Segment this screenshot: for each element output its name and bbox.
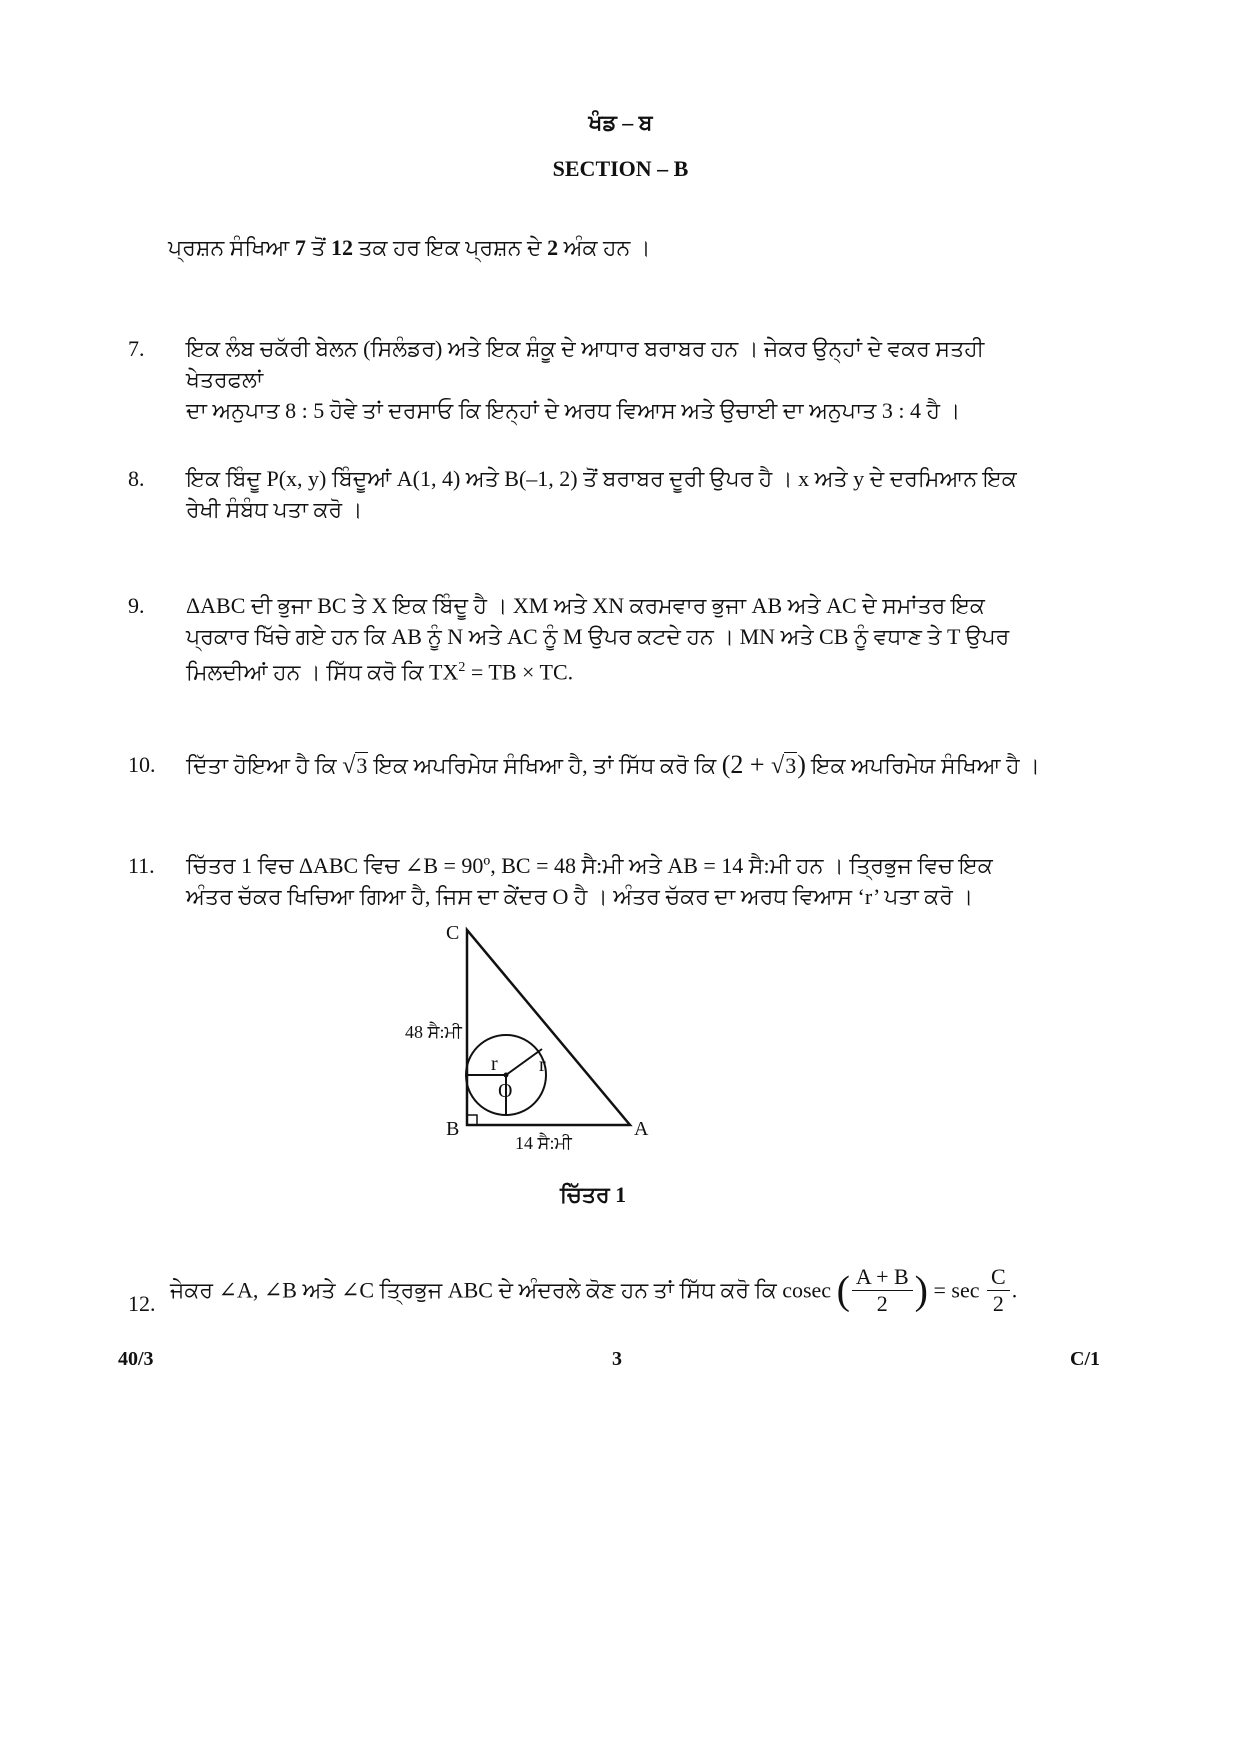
radius-label: r: [491, 1053, 498, 1075]
triangle-abc: [467, 930, 630, 1125]
center-label-o: O: [498, 1080, 513, 1102]
radius-to-ac: [506, 1049, 542, 1075]
figure-incircle-triangle: [405, 915, 700, 1165]
question-text: ਇਕ ਲੰਬ ਚਕੱਰੀ ਬੇਲਨ (ਸਿਲੰਡਰ) ਅਤੇ ਇਕ ਸ਼ੰਕੂ ਦੇ ਆਧਾਰ ਬਰਾਬਰ ਹਨ । ਜੇਕਰ ਉਨ੍ਹਾਂ ਦੇ ਵਕਰ ਸਤਹੀ ਖੇਤਰਫਲਾਂ ਦਾ ਅਨੁਪਾਤ 8 : 5 ਹੋਵੇ ਤਾਂ ਦਰਸਾਓ ਕਿ ਇਨ੍ਹਾਂ ਦੇ ਅਰਧ ਵਿਆਸ ਅਤੇ ਉਚਾਈ ਦਾ ਅਨੁਪਾਤ 3 : 4 ਹੈ ।: [186, 336, 985, 423]
center-point: [504, 1073, 509, 1078]
section-heading-english: SECTION – B: [552, 156, 689, 181]
fraction: $\frac{C}{2}$: [987, 1264, 1010, 1317]
radius-label: r: [539, 1054, 546, 1076]
question-text: ΔABC ਦੀ ਭੁਜਾ BC ਤੇ X ਇਕ ਬਿੰਦੂ ਹੈ । XM ਅਤੇ XN ਕਰਮਵਾਰ ਭੁਜਾ AB ਅਤੇ AC ਦੇ ਸਮਾਂਤਰ ਇਕ ਪ੍ਰਕਾਰ ਖਿੱਚੇ ਗਏ ਹਨ ਕਿ AB ਨੂੰ N ਅਤੇ AC ਨੂੰ M ਉਪਰ ਕਟਦੇ ਹਨ । MN ਅਤੇ CB ਨੂੰ ਵਧਾਣ ਤੇ T ਉਪਰ ਮਿਲਦੀਆਂ ਹਨ । ਸਿੱਧ ਕਰੋ ਕਿ $TX^2$ = TB × TC.: [186, 593, 1010, 685]
side-label-ab: 14 ਸੈ:ਮੀ: [515, 1133, 572, 1153]
right-angle-mark: [467, 1115, 477, 1125]
vertex-label-b: B: [446, 1118, 460, 1140]
question-number: 8.: [128, 466, 145, 491]
question-number: 7.: [128, 336, 145, 361]
vertex-label-c: C: [446, 922, 460, 944]
question-text: ਇਕ ਬਿੰਦੂ P(x, y) ਬਿੰਦੂਆਂ A(1, 4) ਅਤੇ B(–1, 2) ਤੋਂ ਬਰਾਬਰ ਦੂਰੀ ਉਪਰ ਹੈ । x ਅਤੇ y ਦੇ ਦਰਮਿਆਨ ਇਕ ਰੇਖੀ ਸੰਬੰਧ ਪਤਾ ਕਰੋ ।: [186, 466, 1017, 522]
footer-code: 40/3: [118, 1348, 154, 1370]
vertex-label-a: A: [634, 1118, 649, 1140]
figure-caption: ਚਿੱਤਰ 1: [560, 1182, 627, 1207]
sqrt-symbol: √: [342, 753, 356, 779]
question-number: 9.: [128, 593, 145, 618]
instruction-line: ਪ੍ਰਸ਼ਨ ਸੰਖਿਆ 7 ਤੋਂ 12 ਤਕ ਹਰ ਇਕ ਪ੍ਰਸ਼ਨ ਦੇ 2 ਅੰਕ ਹਨ ।: [168, 235, 651, 260]
question-number: 12.: [128, 1291, 156, 1316]
question-text: ਚਿੱਤਰ 1 ਵਿਚ ΔABC ਵਿਚ ∠B = 90º, BC = 48 ਸੈ:ਮੀ ਅਤੇ AB = 14 ਸੈ:ਮੀ ਹਨ । ਤ੍ਰਿਭੁਜ ਵਿਚ ਇਕ ਅੰਤਰ ਚੱਕਰ ਖਿਚਿਆ ਗਿਆ ਹੈ, ਜਿਸ ਦਾ ਕੇਂਦਰ O ਹੈ । ਅੰਤਰ ਚੱਕਰ ਦਾ ਅਰਧ ਵਿਆਸ ‘r’ ਪਤਾ ਕਰੋ ।: [186, 853, 993, 909]
side-label-bc: 48 ਸੈ:ਮੀ: [405, 1022, 462, 1042]
question-number: 11.: [128, 853, 155, 878]
question-text: ਦਿੱਤਾ ਹੋਇਆ ਹੈ ਕਿ √3 ਇਕ ਅਪਰਿਮੇਯ ਸੰਖਿਆ ਹੈ, ਤਾਂ ਸਿੱਧ ਕਰੋ ਕਿ (2 + √3) ਇਕ ਅਪਰਿਮੇਯ ਸੰਖਿਆ ਹੈ ।: [186, 750, 1040, 779]
question-number: 10.: [128, 752, 156, 777]
section-heading-punjabi: ਖੰਡ – ਬ: [588, 110, 653, 135]
sqrt-symbol: √: [771, 753, 785, 779]
footer-set: C/1: [1070, 1348, 1100, 1370]
question-text: ਜੇਕਰ ∠A, ∠B ਅਤੇ ∠C ਤ੍ਰਿਭੁਜ ABC ਦੇ ਅੰਦਰਲੇ ਕੋਣ ਹਨ ਤਾਂ ਸਿੱਧ ਕਰੋ ਕਿ cosec ( $\frac{A + B}{2}$ ) = sec $\frac{C}{2}$ .: [170, 1264, 1018, 1316]
fraction: $\frac{A + B}{2}$: [852, 1264, 913, 1317]
page-number: 3: [612, 1348, 622, 1370]
